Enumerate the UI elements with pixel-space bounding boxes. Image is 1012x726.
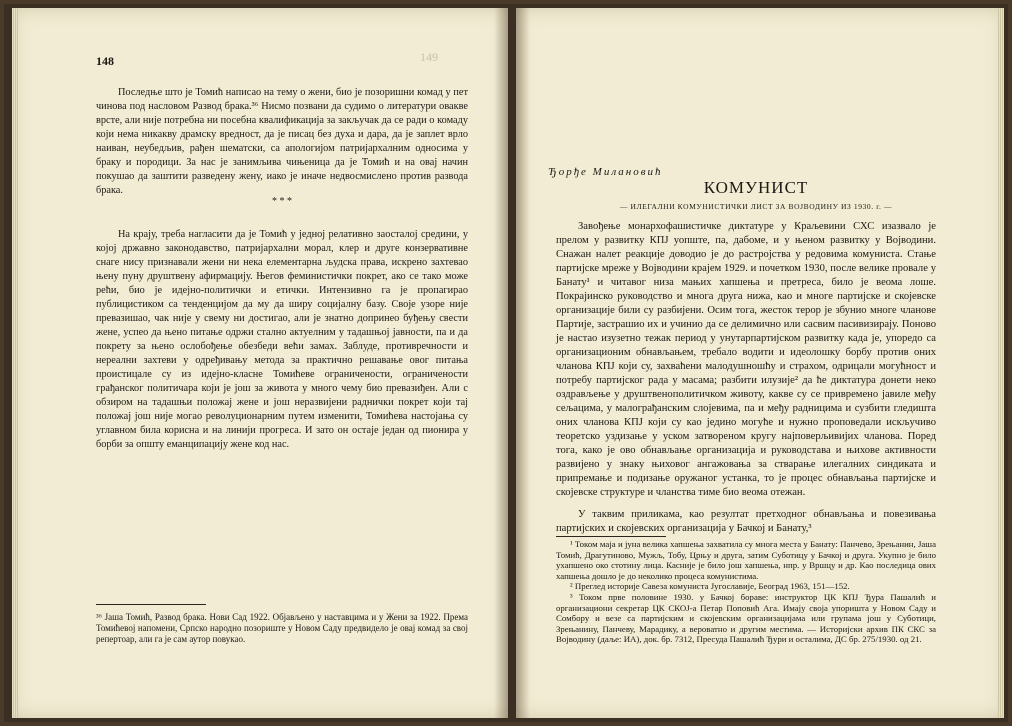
body-paragraph: На крају, треба нагласити да је Томић у једној релативно заосталој средини, у којој државно законодавство, патријархални морал, клер и друге конзервативне снаге нису признавали жени ни нека елементарна људска права, искрено захтевао њену пуну друштвену афирмацију. Његов феминистички покрет, ако се тако може рећи, био је идејно-политички и етички. Интензивно га је пропагирао публицистиком са тенденцијом да му да ширу социјалну базу. Своје узоре није превазишао, чак није у свему ни достигао, али је знатно допринео буђењу свести жене, успео да њено питање одржи стално актуелним у тадашњој јавности, па и да покрету за њено ослобођење обезбеди већи замах. Заблуде, противречности и нереални захтеви у одређивању метода за практично решавање овог питања проистицале су из идејно-класне Томићеве ограничености, ограничености грађанског политичара који је још за живота у много чему био превазиђен. Али с обзиром на тадашњи положај жене и још неразвијени раднички покрет који тај положај још није могао револуционарним путем изменити, Томићева настојања су углавном била корисна и на линији прогреса. И зато он остаје један од пионира у борби за општу еманципацију жене код нас. xyxy=(96,229,468,450)
footnote: ³⁶ Јаша Томић, Развод брака. Нови Сад 1922. Објављено у наставцима и у Жени за 1922. Према Томићевој напомени, Српско народно позориште у Новом Саду предвидело је овај комад за свој репертоар, али га је сам аутор повукао. xyxy=(96,612,468,644)
footnote: ³ Током прве половине 1930. у Бачкој боравe: инструктор ЦК КПЈ Ђура Пашалић и организациони секретар ЦК СКОЈ-а Петар Поповић Ага. Имају своја упоришта у Новом Саду и Сомбору и везе са партијским и скојевским организацијама или групама још у Суботици, Зрењанину, Панчеву, Марадику, а вероватно и другим местима. — Историјски архив ПК СКС за Војводину (даље: ИА), док. бр. 7312, Пресуда Пашалић Ђури и осталима, ДС бр. 275/1930. од 21. xyxy=(556,591,936,645)
article-subtitle: — ИЛЕГАЛНИ КОМУНИСТИЧКИ ЛИСТ ЗА ВОЈВОДИНУ ИЗ 1930. г. — xyxy=(619,202,893,211)
page-edge xyxy=(998,8,1004,718)
page-number: 148 xyxy=(96,54,114,68)
body-paragraph: Завођење монархофашистичке диктатуре у Краљевини СХС изазвало је прелом у развитку КПЈ уопште, па, дабоме, и у њеном развитку у Војводини. Снажан налет реакције доводио је до растројства у редовима комуниста. Стање партијске мреже у Војводини крајем 1929. и почетком 1930, после велике провале у Банату¹ и читавог низа мањих хапшења и претреса, било је веома лоше. Покрајинско руководство и многа друга нижа, као и многе партијске и скојевске организације били су разбијени. Осим тога, жесток терор је збунио многе чланове Партије, застрашио их и учинио да се делимично или сасвим пасивизирају. Поново је настао изузетно тежак период у унутарпартијском развитку када је, упоредо са организационим обнављањем, требало водити и идеолошку борбу против оних чланова КПЈ који су, захваћени малодушношћу и страхом, одрицали могућност и потребу партијског рада у масама; разбити илузије² да ће диктатура донети неко оздрављење у друштвенополитичком животу, какве су се привремено јавиле међу сељацима, у малограђанским слојевима, па и међу радницима и сузбити гледишта оних чланова КПЈ који су као једино могуће и нужно проповедали искључиво теоретско уздизање у уском затвореном кругу најповерљивијих чланова. Поред тога, како је ово обнављање организација и руководстава и њихове активности развијено у знаку њиховог ангажовања за стварање илегалних синдиката и припремање и подизање оружаног устанка, то је процес обнављања партијске и скојевске структуре и чланства тиме био веома отежан. xyxy=(556,221,936,498)
section-break: * * * xyxy=(272,196,292,207)
gutter-shadow xyxy=(516,8,530,718)
footnotes xyxy=(556,536,936,645)
body-paragraph: Последње што је Томић написао на тему о жени, био је позоришни комад у пет чинова под насловом Развод брака.³⁶ Нисмо позвани да судимо о литератури овакве врсте, али није потребна ни посебна квалификација за закључак да се ради о комаду који нема никакву драмску вредност, да је писац без духа и дара, да је заплет врло наиван, неубедљив, рађен шематски, са апологијом патријархалним односима у браку и породици. За нас је занимљива чињеница да је Томић и на овај начин покушао да заштити разведену жену, иако је иначе недвосмислено против развода брака. xyxy=(96,87,468,196)
footnote: ¹ Током маја и јуна велика хапшења захватила су многа места у Банату: Панчево, Зрењанин, Јаша Томић, Драгутиново, Мужљ, Тобу, Црњу и друга, затим Суботицу у Бачкој и друга. Укупно је било ухапшено око стотину лица. Касније је било још хапшења, нпр. у Вршцу и др. Као последица ових хапшења дошло је до неколико процеса комунистима. xyxy=(556,539,936,581)
footnote-rule xyxy=(556,536,666,537)
gutter-shadow xyxy=(494,8,508,718)
body-paragraph: У таквим приликама, као резултат претходног обнављања и повезивања партијских и скојевских организација у Бачкој и Банату,³ xyxy=(556,509,936,534)
footnote: ² Преглед историје Савеза комуниста Југославије, Београд 1963, 151—152. xyxy=(570,581,850,592)
ghost-page-number: 149 xyxy=(420,50,438,64)
page-edge xyxy=(12,8,18,718)
footnote-rule xyxy=(96,604,206,605)
article-author: Ђорђе Милановић xyxy=(548,166,663,178)
article-title: КОМУНИСТ xyxy=(703,178,809,197)
